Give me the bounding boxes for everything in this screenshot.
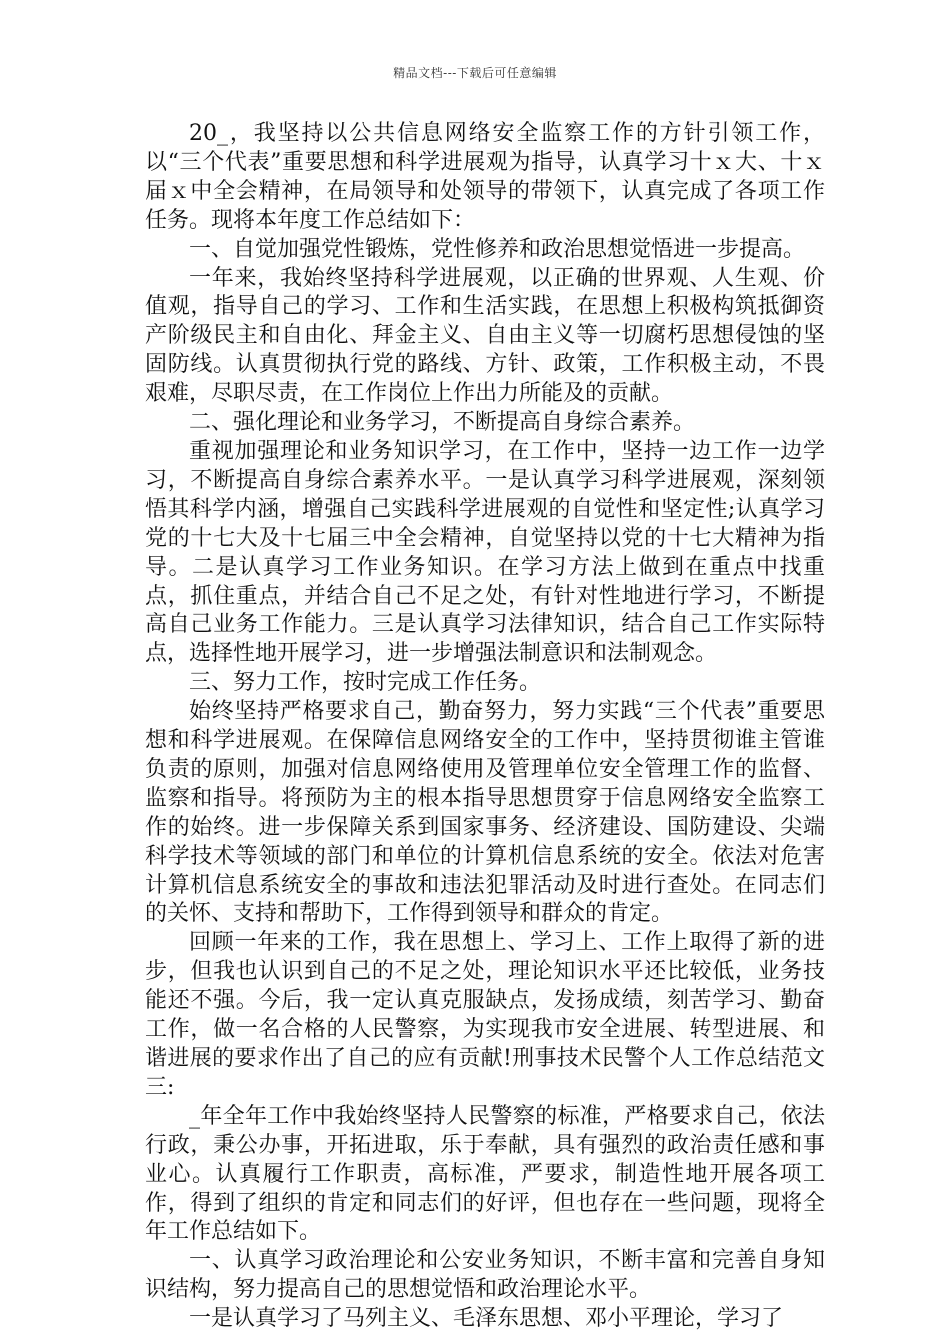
section-heading-3: 三、努力工作，按时完成工作任务。	[189, 670, 542, 696]
paragraph-section-1: 一年来，我始终坚持科学进展观，以正确的世界观、人生观、价值观，指导自己的学习、工作和生活实践，在思想上积极构筑抵御资产阶级民主和自由化、拜金主义、自由主义等一切腐朽思想侵蚀的坚固防线。认真贯彻执行党的路线、方针、政策，工作积极主动，不畏艰难，尽职尽责，在工作岗位上作出力所能及的贡献。	[145, 265, 825, 407]
paragraph-sample-three: _年全年工作中我始终坚持人民警察的标准，严格要求自己，依法行政，秉公办事，开拓进取，乐于奉献，具有强烈的政治责任感和事业心。认真履行工作职责，高标准，严要求，制造性地开展各项工作，得到了组织的肯定和同志们的好评，但也存在一些问题，现将全年工作总结如下。	[145, 1103, 825, 1245]
paragraph-review: 回顾一年来的工作，我在思想上、学习上、工作上取得了新的进步，但我也认识到自己的不足之处，理论知识水平还比较低，业务技能还不强。今后，我一定认真克服缺点，发扬成绩，刻苦学习、勤奋工作，做一名合格的人民警察，为实现我市安全进展、转型进展、和谐进展的要求作出了自己的应有贡献!刑事技术民警个人工作总结范文三:	[145, 930, 825, 1100]
page-header: 精品文档---下载后可任意编辑	[393, 66, 557, 80]
document-body	[145, 120, 825, 1334]
paragraph-section-3: 始终坚持严格要求自己，勤奋努力，努力实践“三个代表”重要思想和科学进展观。在保障信息网络安全的工作中，坚持贯彻谁主管谁负责的原则，加强对信息网络使用及管理单位安全管理工作的监督、监察和指导。将预防为主的根本指导思想贯穿于信息网络安全监察工作的始终。进一步保障关系到国家事务、经济建设、国防建设、尖端科学技术等领域的部门和单位的计算机信息系统的安全。依法对危害计算机信息系统安全的事故和违法犯罪活动及时进行查处。在同志们的关怀、支持和帮助下，工作得到领导和群众的肯定。	[145, 699, 825, 927]
section-heading-2: 二、强化理论和业务学习，不断提高自身综合素养。	[189, 410, 696, 436]
paragraph-intro: 20_，我坚持以公共信息网络安全监察工作的方针引领工作，以“三个代表”重要思想和科学进展观为指导，认真学习十ｘ大、十ｘ届ｘ中全会精神，在局领导和处领导的带领下，认真完成了各项工作任务。现将本年度工作总结如下：	[145, 121, 825, 233]
paragraph-sample-1: 一是认真学习了马列主义、毛泽东思想、邓小平理论，学习了	[189, 1306, 784, 1332]
section-heading-sample-1: 一、认真学习政治理论和公安业务知识，不断丰富和完善自身知识结构，努力提高自己的思想觉悟和政治理论水平。	[145, 1248, 825, 1303]
paragraph-section-2: 重视加强理论和业务知识学习，在工作中，坚持一边工作一边学习，不断提高自身综合素养水平。一是认真学习科学进展观，深刻领悟其科学内涵，增强自己实践科学进展观的自觉性和坚定性;认真学习党的十七大及十七届三中全会精神，自觉坚持以党的十七大精神为指导。二是认真学习工作业务知识。在学习方法上做到在重点中找重点，抓住重点，并结合自己不足之处，有针对性地进行学习，不断提高自己业务工作能力。三是认真学习法律知识，结合自己工作实际特点，选择性地开展学习，进一步增强法制意识和法制观念。	[145, 438, 825, 667]
section-heading-1: 一、自觉加强党性锻炼，党性修养和政治思想觉悟进一步提高。	[189, 236, 806, 262]
